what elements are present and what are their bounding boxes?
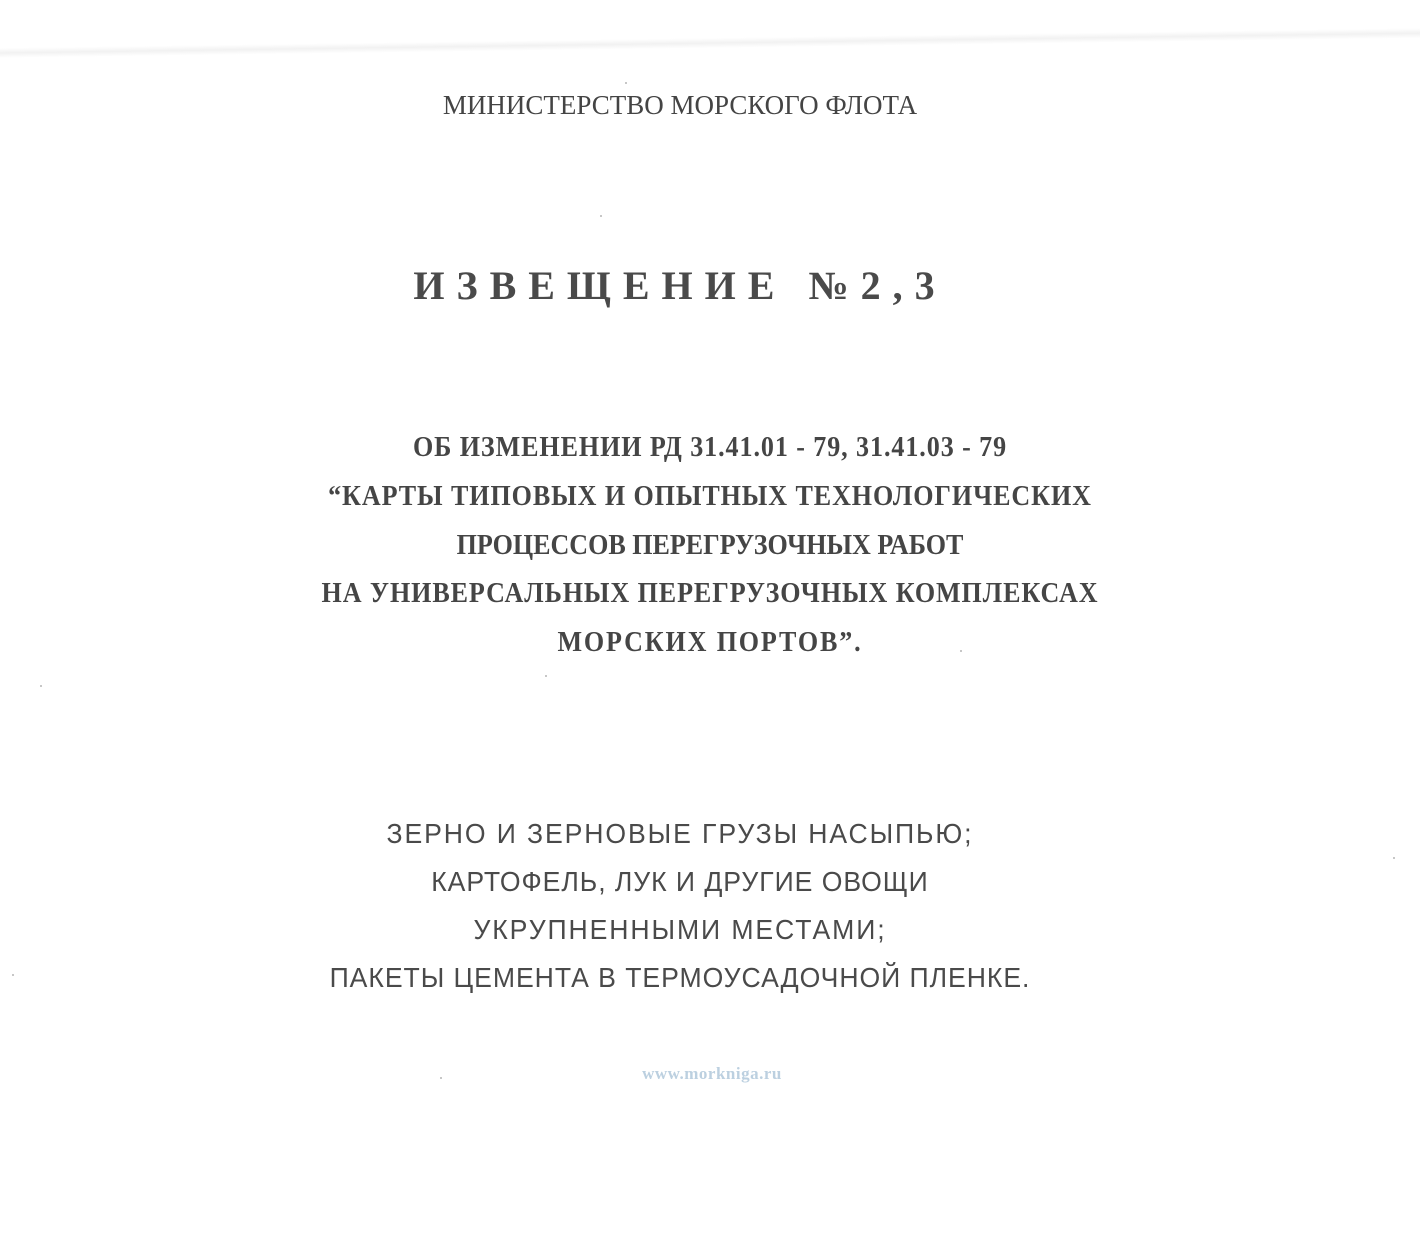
scan-speck xyxy=(545,675,547,677)
scan-speck xyxy=(40,685,42,687)
scan-speck xyxy=(12,974,14,976)
watermark: www.morkniga.ru xyxy=(642,1064,782,1083)
subject-line: НА УНИВЕРСАЛЬНЫХ ПЕРЕГРУЗОЧНЫХ КОМПЛЕКСАХ xyxy=(321,578,1099,609)
scan-edge-shadow xyxy=(0,28,1420,58)
scan-speck xyxy=(600,215,602,217)
notice-title: ИЗВЕЩЕНИЕ №2,3 xyxy=(413,263,947,308)
subject-line: ПРОЦЕССОВ ПЕРЕГРУЗОЧНЫХ РАБОТ xyxy=(456,530,964,561)
scan-speck xyxy=(960,650,962,652)
scan-speck xyxy=(1393,857,1395,859)
subject-line: ОБ ИЗМЕНЕНИИ РД 31.41.01 - 79, 31.41.03 - 79 xyxy=(412,432,1008,463)
scan-speck xyxy=(625,82,627,84)
cargo-line: КАРТОФЕЛЬ, ЛУК И ДРУГИЕ ОВОЩИ xyxy=(431,866,929,897)
cargo-line: УКРУПНЕННЫМИ МЕСТАМИ; xyxy=(473,914,887,945)
subject-line: “КАРТЫ ТИПОВЫХ И ОПЫТНЫХ ТЕХНОЛОГИЧЕСКИХ xyxy=(328,481,1092,512)
scan-speck xyxy=(440,1077,442,1079)
cargo-line: ПАКЕТЫ ЦЕМЕНТА В ТЕРМОУСАДОЧНОЙ ПЛЕНКЕ. xyxy=(329,962,1031,993)
ministry-heading: МИНИСТЕРСТВО МОРСКОГО ФЛОТА xyxy=(442,90,918,120)
subject-line: МОРСКИХ ПОРТОВ”. xyxy=(557,627,863,658)
cargo-line: ЗЕРНО И ЗЕРНОВЫЕ ГРУЗЫ НАСЫПЬЮ; xyxy=(386,818,974,849)
